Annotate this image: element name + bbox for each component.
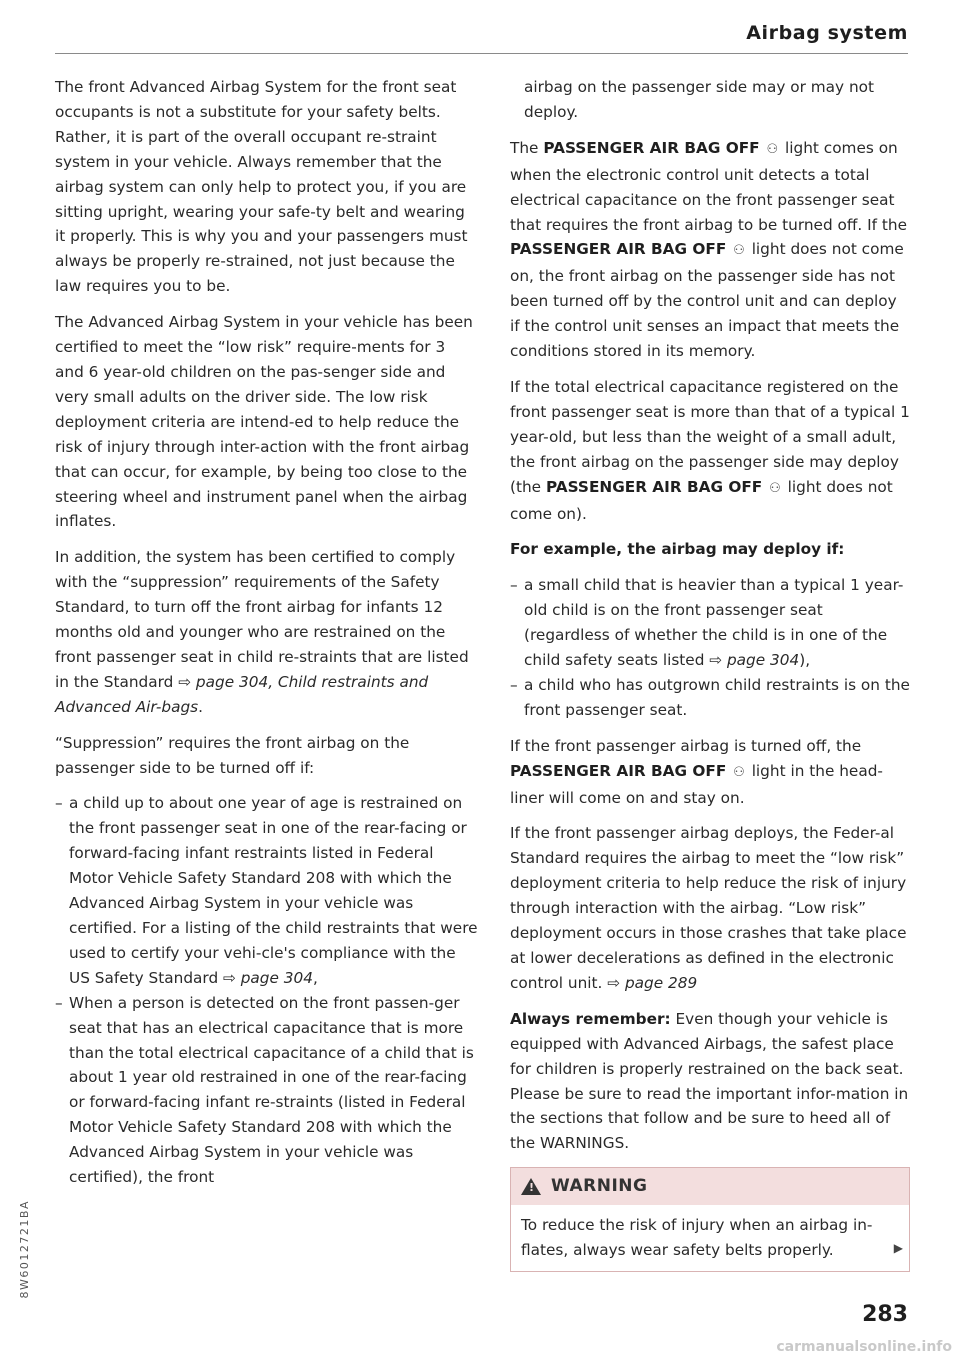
list-item [55, 991, 478, 1190]
list-item [510, 573, 910, 673]
passenger-airbag-off-label: PASSENGER AIR BAG OFF [510, 761, 727, 780]
continued-text: airbag on the passenger side may or may not deploy. [524, 78, 874, 121]
passenger-airbag-off-label: PASSENGER AIR BAG OFF [543, 138, 760, 157]
text-segment: light in the head-liner will come on and stay on. [510, 761, 883, 807]
continue-arrow-icon: ▶ [893, 1241, 903, 1256]
passenger-airbag-off-icon: ⚇ [733, 764, 745, 780]
paragraph-suppression-certified [55, 545, 478, 719]
paragraph-capacitance [510, 375, 910, 526]
suppression-text: In addition, the system has been certified to comply with the “suppression” requirements of the Safety Standard, to turn off the front airbag for infants 12 months old and younger who are restrained on the front passenger seat in child re-straints that are listed in the Standard [55, 548, 469, 691]
dash-marker: – [510, 675, 518, 694]
dash-marker: – [510, 576, 518, 595]
dash-marker: – [55, 993, 63, 1012]
header-divider [55, 53, 908, 54]
warning-box [510, 1167, 910, 1272]
text-segment: If the front passenger airbag is turned off, the [510, 736, 862, 755]
list-item-end: ), [799, 651, 811, 670]
text-segment: If the total electrical capacitance registered on the front passenger seat is more than that of a typical 1 year-old, but less than the weight of a small adult, the front airbag on the passenger side may deploy (the [510, 377, 910, 496]
warning-text: To reduce the risk of injury when an airbag in-flates, always wear safety belts properly. [521, 1216, 873, 1260]
list-item-end: , [312, 968, 318, 987]
paragraph-light-comes-on [510, 136, 910, 364]
paragraph-always-remember [510, 1007, 910, 1156]
list-item-text: a small child that is heavier than a typical 1 year-old child is on the front passenger seat (regardless of whether the child is in one of the child safety seats listed [524, 576, 904, 670]
xref-page-304[interactable]: ⇨ page 304 [709, 651, 800, 670]
xref-page-304-child-restraints[interactable]: ⇨ page 304, Child restraints and Advanced Air-bags [55, 672, 429, 716]
list-item-text: When a person is detected on the front passen-ger seat that has an electrical capacitance that is more than the total electrical capacitance of a child that is about 1 year old restrained in one of the rear-facing or forward-facing infant re-straints (listed in Federal Motor Vehicle Safety Standard 208 with which the Advanced Airbag System in your vehicle was certified), the front [69, 993, 474, 1187]
page-number: 283 [862, 1302, 908, 1327]
passenger-airbag-off-icon: ⚇ [766, 141, 779, 157]
xref-page-289[interactable]: ⇨ page 289 [607, 973, 698, 992]
section-title: Airbag system [746, 22, 908, 44]
warning-title: WARNING [551, 1176, 648, 1197]
text-segment: light does not come on, the front airbag on the passenger side has not been turned off by the control unit and can deploy if the control unit senses an impact that meets the conditions stored in its memory. [510, 240, 904, 361]
document-code-text: 8W6012721BA [18, 1200, 31, 1299]
paragraph-federal-standard [510, 821, 910, 995]
warning-body [511, 1205, 909, 1271]
paragraph-advanced-airbag-intro: The front Advanced Airbag System for the front seat occupants is not a substitute for your safety belts. Rather, it is part of the overall occupant re-straint system in your vehicle. Always remember that the airbag system can only help to protect you, if you are sitting upright, wearing your safe-ty belt and wearing it properly. This is why you and your passengers must always be properly re-strained, not just because the law requires you to be. [55, 78, 468, 296]
text-segment: light comes on when the electronic control unit detects a total electrical capacitance on the front passenger seat that requires the front airbag to be turned off. If the [510, 138, 908, 234]
warning-triangle-icon: ! [521, 1178, 541, 1195]
paragraph-suppression-requires: “Suppression” requires the front airbag on the passenger side to be turned off if: [55, 733, 410, 777]
list-item-text: a child up to about one year of age is restrained on the front passenger seat in one of the rear-facing or forward-facing infant restraints listed in Federal Motor Vehicle Safety Standard 208 with which the Advanced Airbag System in your vehicle was certified. For a listing of the child restraints that were used to certify your vehi-cle's compliance with the US Safety Standard [69, 794, 478, 987]
passenger-airbag-off-label: PASSENGER AIR BAG OFF [545, 477, 763, 496]
paragraph-low-risk: The Advanced Airbag System in your vehicle has been certified to meet the “low risk” require-ments for 3 and 6 year-old children on the pas-senger side and very small adults on the driver side. The low risk deployment criteria are intend-ed to help reduce the risk of injury through inter-action with the front airbag that can occur, for example, by being too close to the steering wheel and instrument panel when the airbag inflates. [55, 313, 473, 531]
list-item [55, 791, 478, 990]
xref-page-304[interactable]: ⇨ page 304 [223, 968, 313, 987]
right-column [510, 75, 910, 1272]
list-item-text: a child who has outgrown child restraints is on the front passenger seat. [524, 675, 910, 719]
text-segment: The [510, 138, 539, 157]
passenger-airbag-off-label: PASSENGER AIR BAG OFF [510, 240, 727, 259]
text-segment: light does not come on). [510, 477, 893, 523]
warning-header [511, 1168, 909, 1205]
subheading-may-deploy [510, 537, 910, 562]
passenger-airbag-off-icon: ⚇ [769, 480, 781, 496]
document-code [18, 1200, 34, 1370]
subheading-text: For example, the airbag may deploy if: [510, 540, 845, 559]
always-remember-label: Always remember: [510, 1009, 671, 1028]
text-segment: Even though your vehicle is equipped with Advanced Airbags, the safest place for children is properly restrained on the back seat. Please be sure to read the important infor-mation in the sections that follow and be sure to heed all of the WARNINGS. [510, 1009, 909, 1153]
text-segment: If the front passenger airbag deploys, the Feder-al Standard requires the airbag to meet the “low risk” deployment criteria to help reduce the risk of injury through interaction with the airbag. “Low risk” deployment occurs in those crashes that take place at lower decelerations as defined in the electronic control unit. [510, 824, 907, 992]
watermark: carmanualsonline.info [776, 1339, 952, 1355]
deploy-list [510, 573, 910, 722]
suppression-end: . [198, 697, 204, 716]
passenger-airbag-off-icon: ⚇ [733, 243, 745, 259]
suppression-list [55, 791, 478, 1190]
list-item [510, 673, 910, 723]
left-column [55, 75, 478, 1201]
paragraph-headliner-light [510, 734, 910, 811]
dash-marker: – [55, 794, 63, 813]
